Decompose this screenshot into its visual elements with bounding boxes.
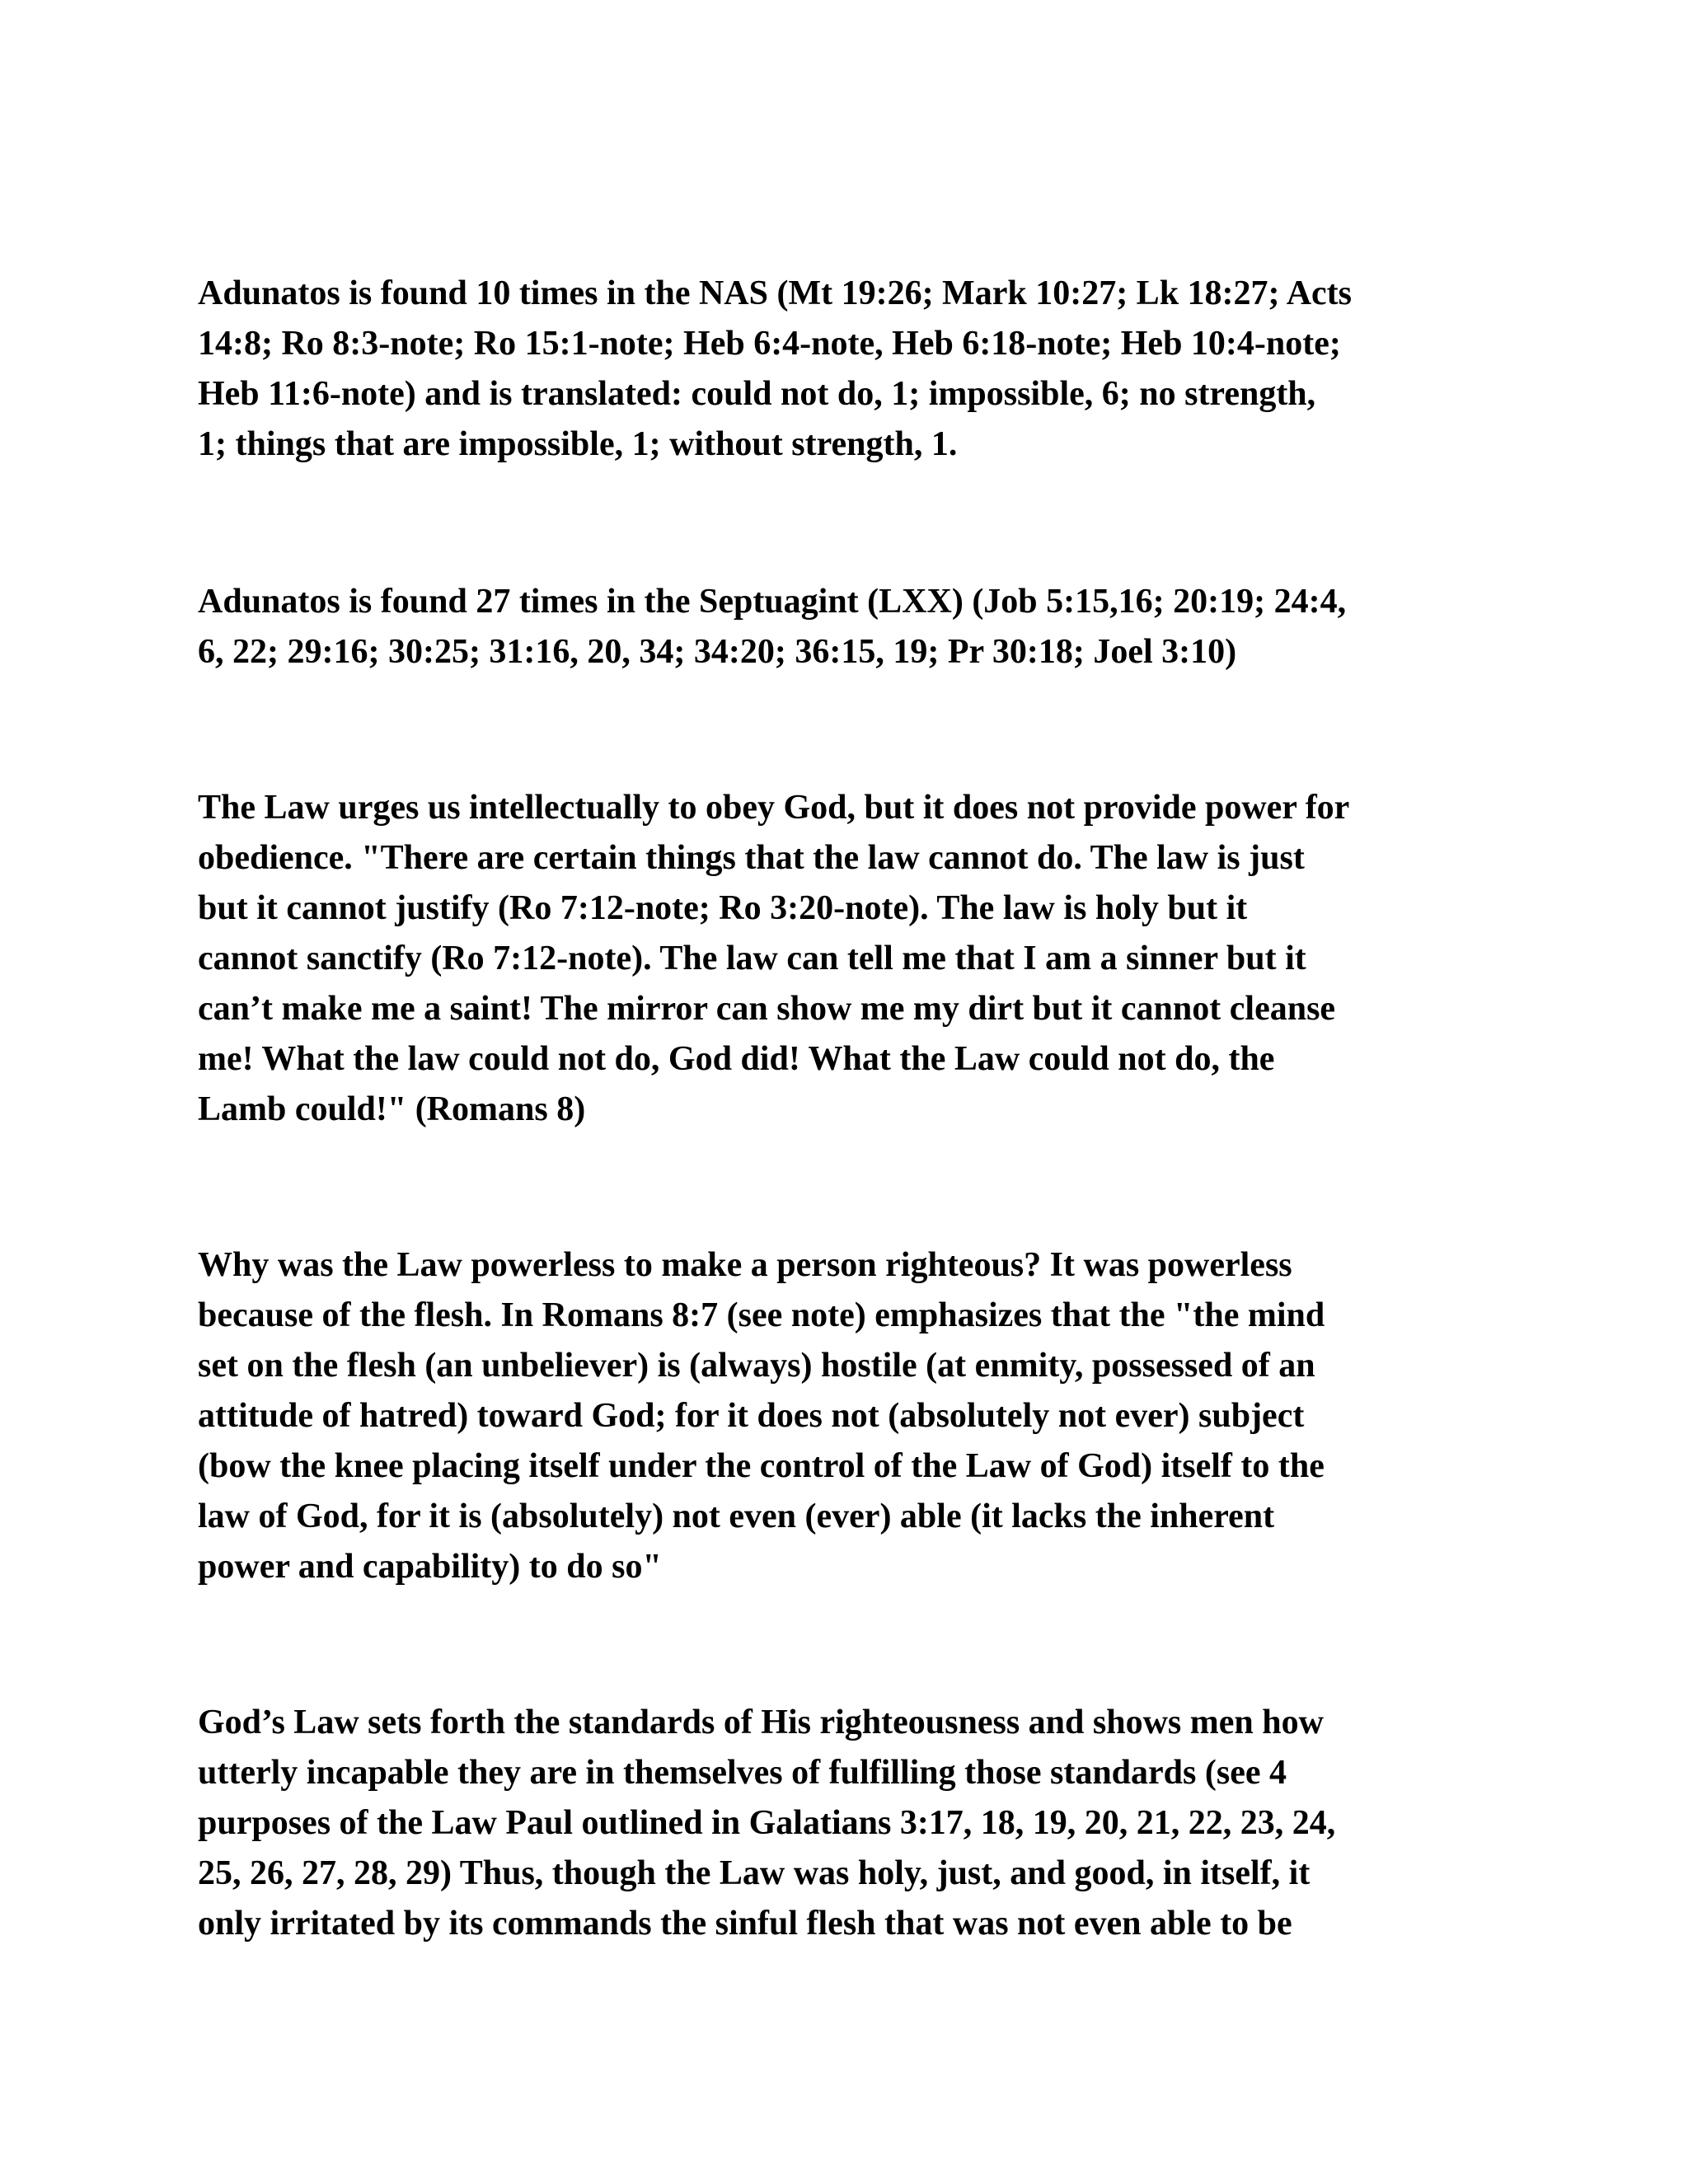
- text-line: utterly incapable they are in themselves of fulfilling those standards (see 4: [198, 1754, 1287, 1792]
- text-line: God’s Law sets forth the standards of His righteousness and shows men how: [198, 1704, 1324, 1741]
- text-line: 1; things that are impossible, 1; without strength, 1.: [198, 425, 958, 463]
- paragraph-law-urges: [198, 783, 1517, 1135]
- text-line: Adunatos is found 10 times in the NAS (Mt 19:26; Mark 10:27; Lk 18:27; Acts: [198, 274, 1353, 312]
- text-line: purposes of the Law Paul outlined in Galatians 3:17, 18, 19, 20, 21, 22, 23, 24,: [198, 1804, 1336, 1842]
- text-line: because of the flesh. In Romans 8:7 (see note) emphasizes that the "the mind: [198, 1296, 1325, 1334]
- paragraph-gods-law-standards: [198, 1698, 1517, 1949]
- text-line: Heb 11:6-note) and is translated: could not do, 1; impossible, 6; no strength,: [198, 375, 1316, 413]
- text-line: The Law urges us intellectually to obey God, but it does not provide power for: [198, 789, 1350, 827]
- text-line: obedience. "There are certain things that the law cannot do. The law is just: [198, 839, 1305, 877]
- text-line: Adunatos is found 27 times in the Septuagint (LXX) (Job 5:15,16; 20:19; 24:4,: [198, 583, 1347, 621]
- text-line: (bow the knee placing itself under the control of the Law of God) itself to the: [198, 1447, 1325, 1485]
- paragraph-adunatos-nas: [198, 269, 1517, 470]
- text-line: Why was the Law powerless to make a person righteous? It was powerless: [198, 1246, 1292, 1284]
- text-line: cannot sanctify (Ro 7:12-note). The law can tell me that I am a sinner but it: [198, 940, 1306, 977]
- text-line: Lamb could!" (Romans 8): [198, 1090, 586, 1128]
- text-line: 25, 26, 27, 28, 29) Thus, though the Law was holy, just, and good, in itself, it: [198, 1854, 1311, 1892]
- text-line: only irritated by its commands the sinful flesh that was not even able to be: [198, 1905, 1292, 1943]
- paragraph-adunatos-lxx: [198, 577, 1517, 677]
- text-line: power and capability) to do so": [198, 1548, 662, 1586]
- text-line: attitude of hatred) toward God; for it does not (absolutely not ever) subject: [198, 1397, 1305, 1435]
- text-line: law of God, for it is (absolutely) not even (ever) able (it lacks the inherent: [198, 1497, 1275, 1535]
- text-line: set on the flesh (an unbeliever) is (always) hostile (at enmity, possessed of an: [198, 1347, 1315, 1385]
- text-line: 14:8; Ro 8:3-note; Ro 15:1-note; Heb 6:4-note, Heb 6:18-note; Heb 10:4-note;: [198, 325, 1341, 363]
- text-line: 6, 22; 29:16; 30:25; 31:16, 20, 34; 34:20; 36:15, 19; Pr 30:18; Joel 3:10): [198, 633, 1237, 671]
- text-line: me! What the law could not do, God did! What the Law could not do, the: [198, 1040, 1275, 1078]
- text-line: can’t make me a saint! The mirror can show me my dirt but it cannot cleanse: [198, 990, 1336, 1028]
- paragraph-law-powerless: [198, 1240, 1517, 1592]
- text-line: but it cannot justify (Ro 7:12-note; Ro 3:20-note). The law is holy but it: [198, 889, 1248, 927]
